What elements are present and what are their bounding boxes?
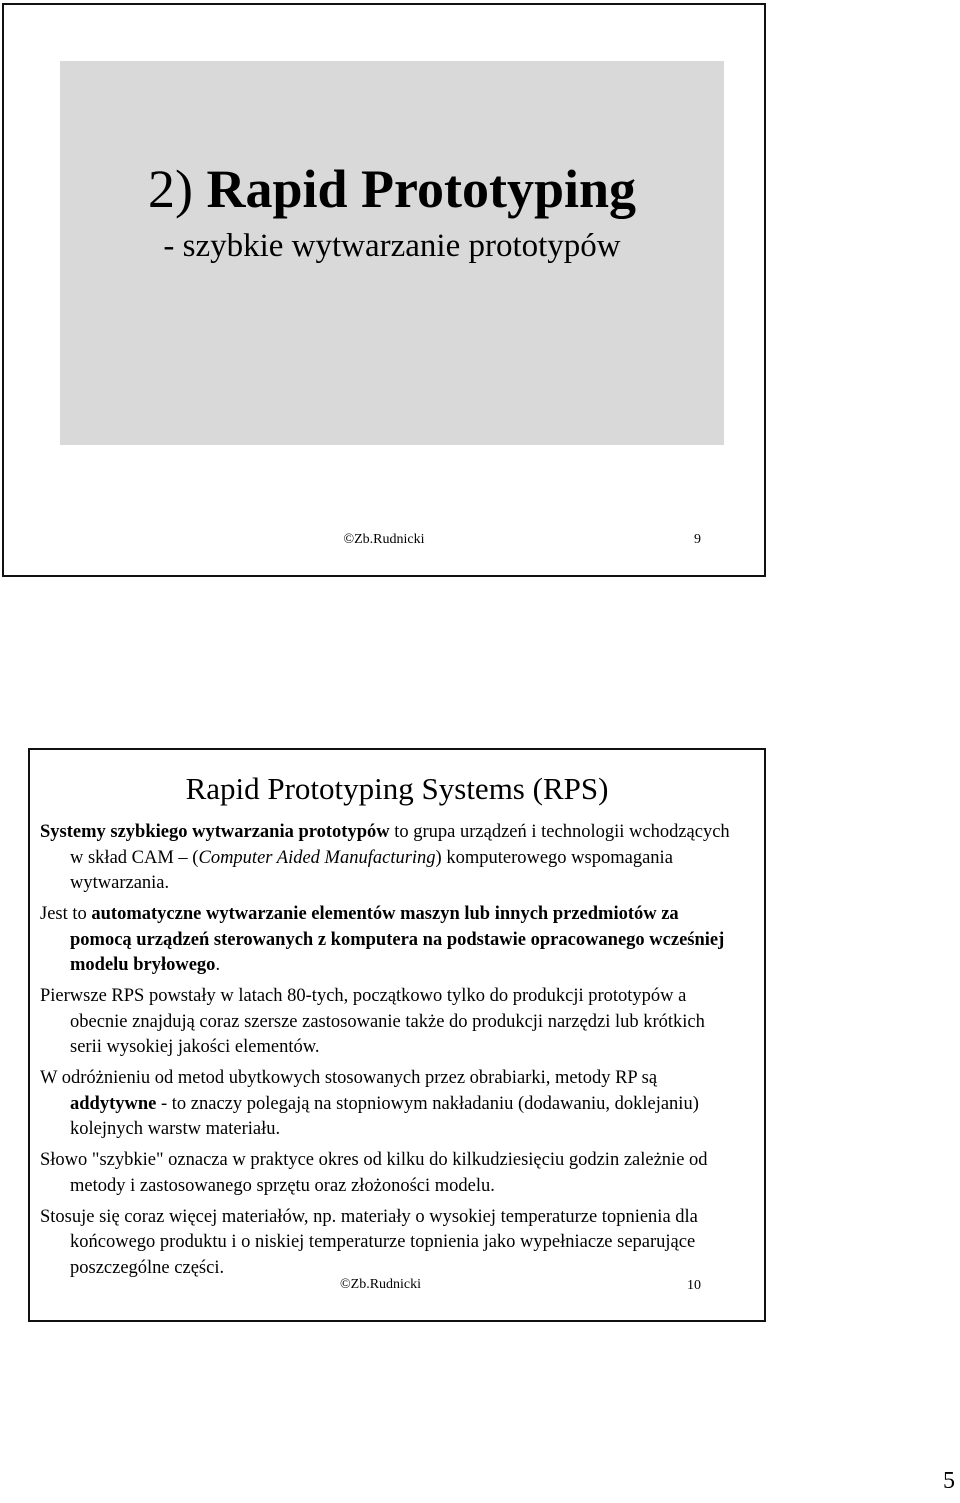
page-number: 5 [943,1468,955,1494]
slide-9 [2,3,766,577]
slide-number: 9 [694,532,701,547]
title-box [60,61,724,445]
slide-footer-author: ©Zb.Rudnicki [343,532,425,547]
paragraph-definition: Systemy szybkiego wytwarzania prototypów to grupa urządzeń i technologii wchodzących w skład CAM – (Computer Aided Manufacturing) komputerowego wspomagania wytwarzania. [40,822,730,893]
slide-body [40,820,740,1287]
slide-10 [28,748,766,1322]
paragraph-history: Pierwsze RPS powstały w latach 80-tych, początkowo tylko do produkcji prototypów a obecnie znajdują coraz szersze zastosowanie także do produkcji narzędzi lub krótkich serii wysokiej jakości elementów. [40,986,705,1057]
slide-title: Rapid Prototyping Systems (RPS) [185,771,609,806]
paragraph-automatic: Jest to automatyczne wytwarzanie elementów maszyn lub innych przedmiotów za pomocą urządzeń sterowanych z komputera na podstawie opracowanego wcześniej modelu bryłowego. [40,904,725,975]
slide-title: 2) Rapid Prototyping [147,159,637,219]
slide-footer-author: ©Zb.Rudnicki [340,1277,422,1292]
paragraph-materials: Stosuje się coraz więcej materiałów, np. materiały o wysokiej temperaturze topnienia dla końcowego produktu i o niskiej temperaturze topnienia jako wypełniacze separujące poszczególne części. [40,1206,698,1278]
slide-subtitle: - szybkie wytwarzanie prototypów [163,228,621,264]
paragraph-speed: Słowo "szybkie" oznacza w praktyce okres od kilku do kilkudziesięciu godzin zależnie od metody i zastosowanego sprzętu oraz złożoności modelu. [40,1150,708,1196]
paragraph-additive: W odróżnieniu od metod ubytkowych stosowanych przez obrabiarki, metody RP są addytywne - to znaczy polegają na stopniowym nakładaniu (dodawaniu, doklejaniu) kolejnych warstw materiału. [40,1068,699,1139]
slide-number: 10 [687,1278,701,1293]
